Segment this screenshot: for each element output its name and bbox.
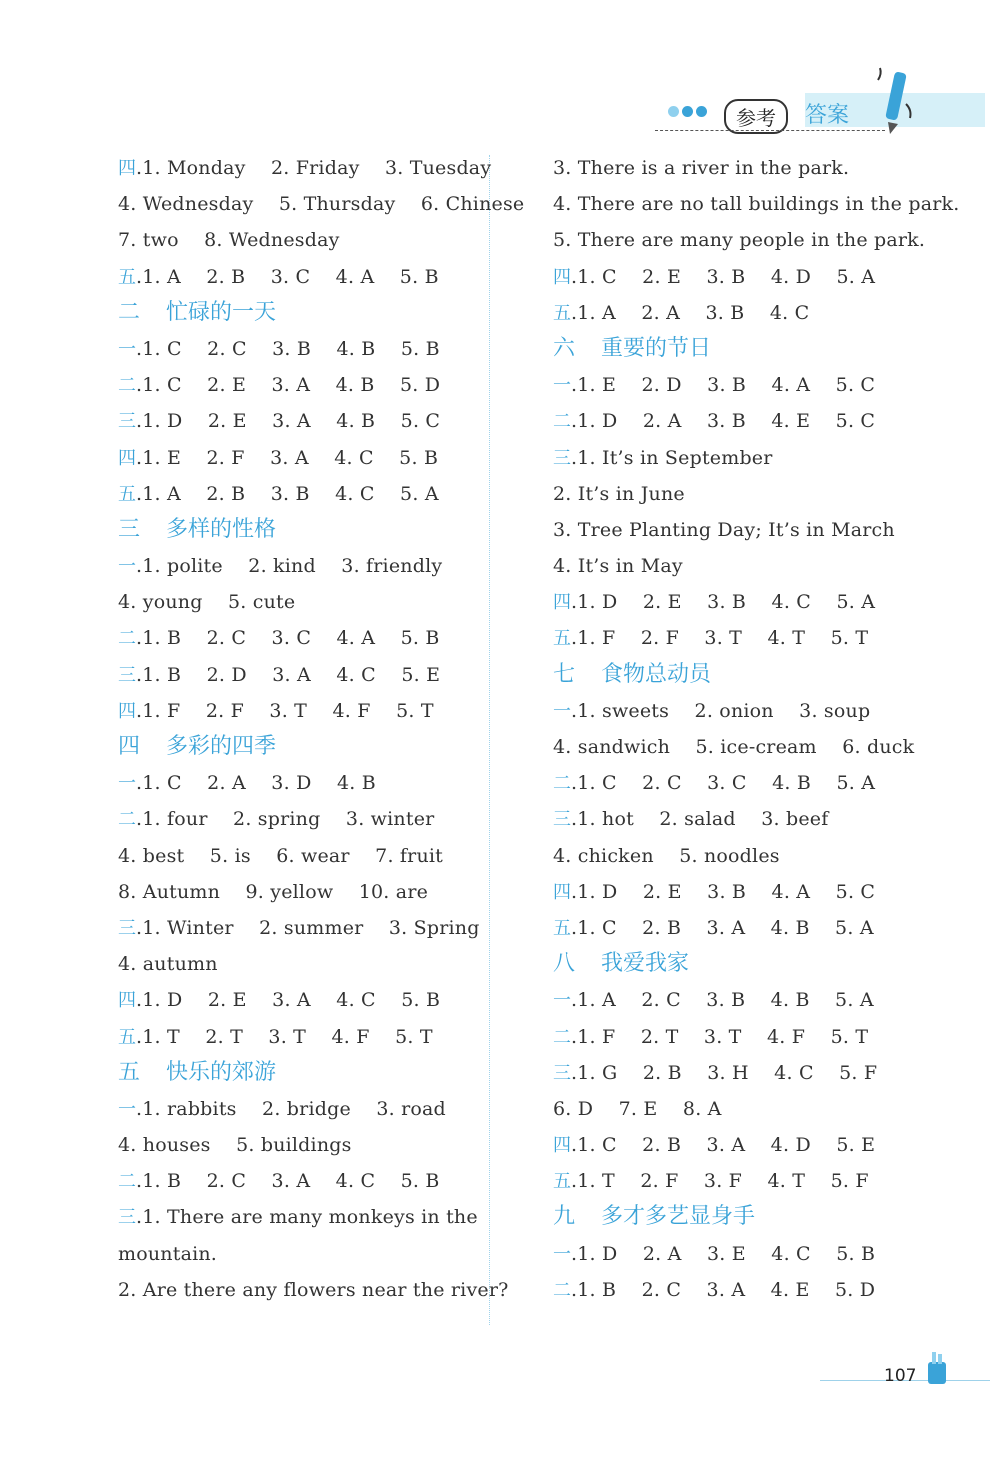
answer-line [553,1055,943,1091]
answer-line [118,693,478,729]
answer-line [118,584,478,620]
answer-text: .1. rabbits 2. bridge 3. road [136,1097,446,1120]
answer-line [118,186,525,222]
answer-line [553,1236,943,1272]
answer-text: .1. It’s in September [571,446,773,469]
answer-line [553,440,943,476]
unit-heading [553,946,943,982]
unit-title: 快乐的郊游 [166,1059,277,1085]
answer-text: 7. two 8. Wednesday [118,229,340,252]
answer-text: .1. B 2. C 3. A 4. E 5. D [571,1278,876,1301]
answer-line [553,403,943,439]
section-marker: 二 [118,809,136,831]
answer-text: .1. A 2. A 3. B 4. C [571,301,810,324]
answer-line [553,295,943,331]
answer-line [118,838,478,874]
unit-title: 重要的节日 [601,335,712,361]
answer-text: .1. B 2. C 3. C 4. A 5. B [136,627,440,650]
section-marker: 四 [553,881,571,903]
answer-line [118,331,478,367]
section-marker: 五 [118,483,136,505]
answer-line [553,729,943,765]
section-marker: 二 [118,375,136,397]
section-marker: 五 [553,917,571,939]
answer-text: .1. D 2. E 3. A 4. C 5. B [136,989,441,1012]
answer-text: .1. Winter 2. summer 3. Spring [136,916,480,939]
answer-text: .1. B 2. C 3. A 4. C 5. B [136,1170,440,1193]
answer-text: .1. sweets 2. onion 3. soup [571,699,871,722]
answer-line [553,186,960,222]
section-marker: 五 [553,1171,571,1193]
answer-line [553,512,943,548]
answer-text: 4. It’s in May [553,555,683,578]
answer-text: 2. Are there any flowers near the river? [118,1278,509,1301]
pen-holder-icon [922,1350,952,1386]
unit-number: 四 [118,734,141,759]
answer-line [118,874,478,910]
answer-text: .1. hot 2. salad 3. beef [571,808,829,831]
answer-line [553,150,943,186]
section-marker: 五 [118,1026,136,1048]
unit-heading [118,295,478,331]
unit-number: 五 [118,1059,141,1085]
answer-text: .1. F 2. F 3. T 4. F 5. T [136,699,434,722]
answer-line [118,150,492,186]
answer-line [553,693,943,729]
section-marker: 四 [118,990,136,1012]
section-marker: 四 [118,158,136,179]
answer-line [118,765,478,801]
unit-title: 多才多艺显身手 [601,1204,756,1230]
section-marker: 二 [553,773,571,795]
unit-number: 八 [553,951,576,977]
unit-heading [553,1199,943,1235]
section-marker: 一 [118,556,136,578]
answer-line [118,1091,478,1127]
answer-line [118,801,478,837]
answer-text: .1. D 2. A 3. E 4. C 5. B [571,1242,876,1265]
answer-text: .1. B 2. D 3. A 4. C 5. E [136,663,441,686]
section-marker: 四 [553,592,571,614]
answer-text: .1. D 2. A 3. B 4. E 5. C [571,410,876,433]
right-answer-column [553,150,960,1308]
answer-text: .1. C 2. B 3. A 4. B 5. A [571,916,874,939]
section-marker: 三 [553,809,571,831]
unit-number: 三 [118,516,141,542]
pen-icon [874,66,914,136]
answer-text: .1. four 2. spring 3. winter [136,808,435,831]
answer-line [118,910,478,946]
answer-line [118,982,478,1018]
answer-text: .1. C 2. E 3. A 4. B 5. D [136,374,441,397]
section-marker: 三 [553,1062,571,1084]
unit-title: 我爱我家 [601,951,690,977]
unit-title: 多彩的四季 [166,734,277,759]
answer-text: .1. C 2. C 3. B 4. B 5. B [136,337,440,360]
header-dots [668,106,707,117]
answer-line [118,222,478,258]
answer-line [553,765,943,801]
unit-heading [553,657,943,693]
answer-line [118,1019,478,1055]
section-marker: 一 [553,990,571,1012]
answer-line [118,1127,478,1163]
answer-text: 4. chicken 5. noodles [553,844,780,867]
section-marker: 三 [553,447,571,469]
answer-text: .1. C 2. E 3. B 4. D 5. A [571,265,876,288]
answer-text: .1. D 2. E 3. A 4. B 5. C [136,410,441,433]
answer-text: .1. C 2. C 3. C 4. B 5. A [571,772,876,795]
page-number: 107 [884,1366,917,1386]
answer-text: .1. D 2. E 3. B 4. C 5. A [571,591,876,614]
answer-line [553,548,943,584]
answer-line [118,657,478,693]
section-marker: 五 [553,628,571,650]
unit-title: 多样的性格 [166,516,277,542]
answer-text: 4. best 5. is 6. wear 7. fruit [118,844,443,867]
answer-line [118,367,478,403]
answer-line [553,476,943,512]
answer-line [553,982,943,1018]
answer-text: 5. There are many people in the park. [553,229,926,252]
answer-text: .1. A 2. B 3. B 4. C 5. A [136,482,439,505]
answer-text: .1. F 2. F 3. T 4. T 5. T [571,627,869,650]
unit-number: 九 [553,1204,576,1230]
answer-line [553,222,943,258]
answer-line [553,1163,943,1199]
answer-line [553,259,943,295]
answer-text: mountain. [118,1242,218,1265]
answer-text: 4. Wednesday 5. Thursday 6. Chinese [118,193,525,216]
section-marker: 五 [553,302,571,324]
answer-text: .1. A 2. B 3. C 4. A 5. B [136,265,439,288]
answer-text: 4. sandwich 5. ice-cream 6. duck [553,736,915,758]
unit-title: 食物总动员 [601,661,712,687]
section-marker: 二 [118,628,136,650]
answer-text: .1. T 2. F 3. F 4. T 5. F [571,1170,869,1193]
unit-number: 二 [118,299,141,325]
header-badge: 参考 [724,99,788,134]
section-marker: 四 [118,700,136,722]
answer-text: .1. F 2. T 3. T 4. F 5. T [571,1025,869,1048]
answer-line [118,946,478,982]
section-marker: 一 [553,375,571,397]
unit-heading [118,729,478,765]
unit-heading [118,1055,478,1091]
answer-line [553,1272,943,1308]
answer-text: .1. E 2. D 3. B 4. A 5. C [571,374,876,397]
answer-text: 3. There is a river in the park. [553,157,850,179]
section-marker: 四 [118,447,136,469]
section-marker: 一 [118,338,136,360]
section-marker: 二 [553,1279,571,1301]
answer-text: 4. young 5. cute [118,591,296,614]
section-marker: 一 [553,700,571,722]
answer-text: 6. D 7. E 8. A [553,1097,722,1120]
answer-text: .1. C 2. B 3. A 4. D 5. E [571,1134,876,1157]
answer-line [553,1019,943,1055]
answer-text: 4. autumn [118,953,218,976]
section-marker: 二 [553,411,571,433]
left-answer-column [118,150,525,1308]
answer-text: .1. A 2. C 3. B 4. B 5. A [571,989,874,1012]
section-marker: 三 [118,664,136,686]
answer-line [553,910,943,946]
unit-heading [553,331,943,367]
section-marker: 二 [553,1026,571,1048]
answer-text: 3. Tree Planting Day; It’s in March [553,518,895,541]
answer-text: 2. It’s in June [553,482,685,505]
section-marker: 四 [553,1135,571,1157]
answer-line [553,367,943,403]
section-marker: 三 [118,411,136,433]
answer-text: .1. T 2. T 3. T 4. F 5. T [136,1025,433,1048]
section-marker: 五 [118,266,136,288]
answer-line [118,403,478,439]
answer-line [118,476,478,512]
section-marker: 一 [118,1098,136,1120]
answer-line [118,1199,478,1235]
unit-number: 七 [553,661,576,687]
unit-heading [118,512,478,548]
unit-title: 忙碌的一天 [166,299,277,325]
answer-text: .1. polite 2. kind 3. friendly [136,555,443,578]
answer-text: .1. G 2. B 3. H 4. C 5. F [571,1061,878,1084]
answer-line [118,1236,478,1272]
answer-text: 8. Autumn 9. yellow 10. are [118,880,429,903]
section-marker: 三 [118,1207,136,1229]
unit-number: 六 [553,335,576,361]
answer-line [553,1091,943,1127]
section-marker: 二 [118,1171,136,1193]
header-title: 答案 [805,103,850,128]
answer-text: 4. houses 5. buildings [118,1134,352,1157]
header-divider [655,130,885,131]
answer-line [118,548,478,584]
answer-line [118,1272,509,1308]
answer-line [553,838,943,874]
answer-text: .1. C 2. A 3. D 4. B [136,772,376,795]
answer-line [118,620,478,656]
section-marker: 四 [553,266,571,288]
answer-line [553,584,943,620]
answer-line [553,1127,943,1163]
answer-line [118,259,478,295]
answer-text: .1. D 2. E 3. B 4. A 5. C [571,880,876,903]
answer-line [118,1163,478,1199]
section-marker: 三 [118,917,136,939]
answer-line [553,801,943,837]
answer-line [118,440,478,476]
section-marker: 一 [553,1243,571,1265]
section-marker: 一 [118,773,136,795]
answer-line [553,874,943,910]
answer-text: .1. Monday 2. Friday 3. Tuesday [136,157,492,179]
answer-text: .1. There are many monkeys in the [136,1206,478,1229]
column-divider [489,155,490,1325]
answer-line [553,620,943,656]
answer-text: 4. There are no tall buildings in the park. [553,193,960,216]
answer-text: .1. E 2. F 3. A 4. C 5. B [136,446,439,469]
